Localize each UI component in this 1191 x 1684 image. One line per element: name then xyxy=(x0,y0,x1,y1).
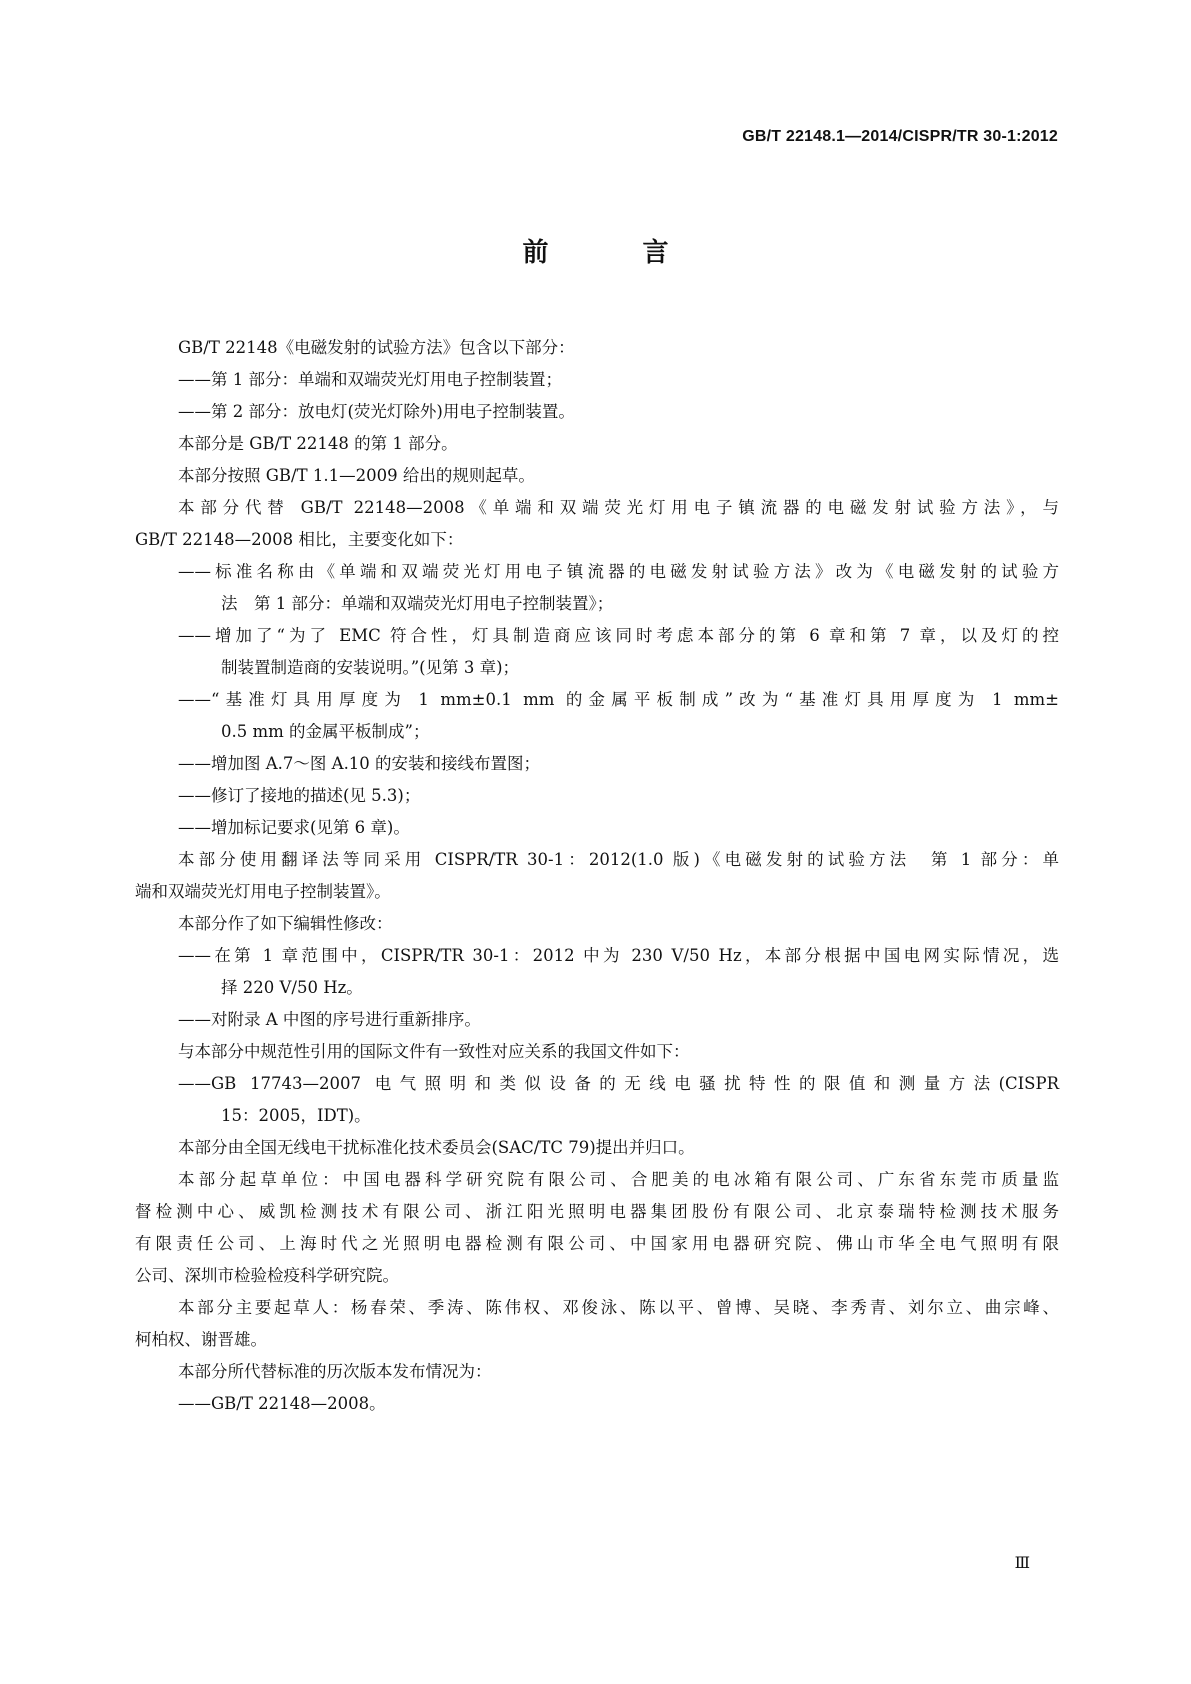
list-item: ——增加图 A.7～图 A.10 的安装和接线布置图； xyxy=(178,754,541,773)
paragraph-line: 本部分起草单位：中国电器科学研究院有限公司、合肥美的电冰箱有限公司、广东省东莞市质量监 xyxy=(178,1170,1059,1189)
paragraph-line: GB/T 22148《电磁发射的试验方法》包含以下部分： xyxy=(178,338,575,357)
list-item-continuation: 15：2005，IDT)。 xyxy=(221,1106,371,1125)
paragraph-line: 本部分使用翻译法等同采用 CISPR/TR 30-1：2012(1.0 版)《电磁发射的试验方法 第 1 部分：单 xyxy=(178,850,1059,869)
paragraph-line: 本部分按照 GB/T 1.1—2009 给出的规则起草。 xyxy=(178,466,535,485)
list-item: ——在第 1 章范围中，CISPR/TR 30-1：2012 中为 230 V/50 Hz，本部分根据中国电网实际情况，选 xyxy=(178,946,1059,965)
standard-code-header: GB/T 22148.1—2014/CISPR/TR 30-1:2012 xyxy=(742,128,1058,145)
list-item: ——“基准灯具用厚度为 1 mm±0.1 mm 的金属平板制成”改为“基准灯具用厚度为 1 mm± xyxy=(178,690,1059,709)
paragraph-line: 本部分由全国无线电干扰标准化技术委员会(SAC/TC 79)提出并归口。 xyxy=(178,1138,695,1157)
paragraph-line: GB/T 22148—2008 相比，主要变化如下： xyxy=(135,530,464,549)
list-item-continuation: 制装置制造商的安装说明。”(见第 3 章)； xyxy=(221,658,520,677)
paragraph-line: 端和双端荧光灯用电子控制装置》。 xyxy=(135,882,391,901)
list-item: ——增加了“为了 EMC 符合性，灯具制造商应该同时考虑本部分的第 6 章和第 7 章，以及灯的控 xyxy=(178,626,1059,645)
paragraph-line: 本部分作了如下编辑性修改： xyxy=(178,914,393,933)
document-body xyxy=(135,332,1059,1420)
paragraph-line: 本部分主要起草人：杨春荣、季涛、陈伟权、邓俊泳、陈以平、曾博、吴晓、李秀青、刘尔立、曲宗峰、 xyxy=(178,1298,1059,1317)
list-item-continuation: 法 第 1 部分：单端和双端荧光灯用电子控制装置》； xyxy=(221,594,614,613)
paragraph-line: 柯柏权、谢晋雄。 xyxy=(135,1330,267,1349)
page-title: 前 言 xyxy=(522,238,703,268)
list-item-continuation: 择 220 V/50 Hz。 xyxy=(221,978,363,997)
paragraph-line: 有限责任公司、上海时代之光照明电器检测有限公司、中国家用电器研究院、佛山市华全电气照明有限 xyxy=(135,1234,1059,1253)
list-item: ——第 1 部分：单端和双端荧光灯用电子控制装置； xyxy=(178,370,562,389)
page-number: Ⅲ xyxy=(1014,1553,1030,1572)
list-item-continuation: 0.5 mm 的金属平板制成”； xyxy=(221,722,430,741)
list-item: ——修订了接地的描述(见 5.3)； xyxy=(178,786,421,805)
paragraph-line: 督检测中心、威凯检测技术有限公司、浙江阳光照明电器集团股份有限公司、北京泰瑞特检测技术服务 xyxy=(135,1202,1059,1221)
list-item: ——GB 17743—2007 电气照明和类似设备的无线电骚扰特性的限值和测量方法(CISPR xyxy=(178,1074,1059,1093)
paragraph-line: 与本部分中规范性引用的国际文件有一致性对应关系的我国文件如下： xyxy=(178,1042,690,1061)
paragraph-line: 本部分代替 GB/T 22148—2008《单端和双端荧光灯用电子镇流器的电磁发射试验方法》，与 xyxy=(178,498,1059,517)
paragraph-line: 公司、深圳市检验检疫科学研究院。 xyxy=(135,1266,399,1285)
list-item: ——GB/T 22148—2008。 xyxy=(178,1394,386,1413)
list-item: ——增加标记要求(见第 6 章)。 xyxy=(178,818,410,837)
paragraph-line: 本部分是 GB/T 22148 的第 1 部分。 xyxy=(178,434,458,453)
list-item: ——标准名称由《单端和双端荧光灯用电子镇流器的电磁发射试验方法》改为《电磁发射的试验方 xyxy=(178,562,1059,581)
paragraph-line: 本部分所代替标准的历次版本发布情况为： xyxy=(178,1362,492,1381)
list-item: ——对附录 A 中图的序号进行重新排序。 xyxy=(178,1010,481,1029)
list-item: ——第 2 部分：放电灯(荧光灯除外)用电子控制装置。 xyxy=(178,402,575,421)
